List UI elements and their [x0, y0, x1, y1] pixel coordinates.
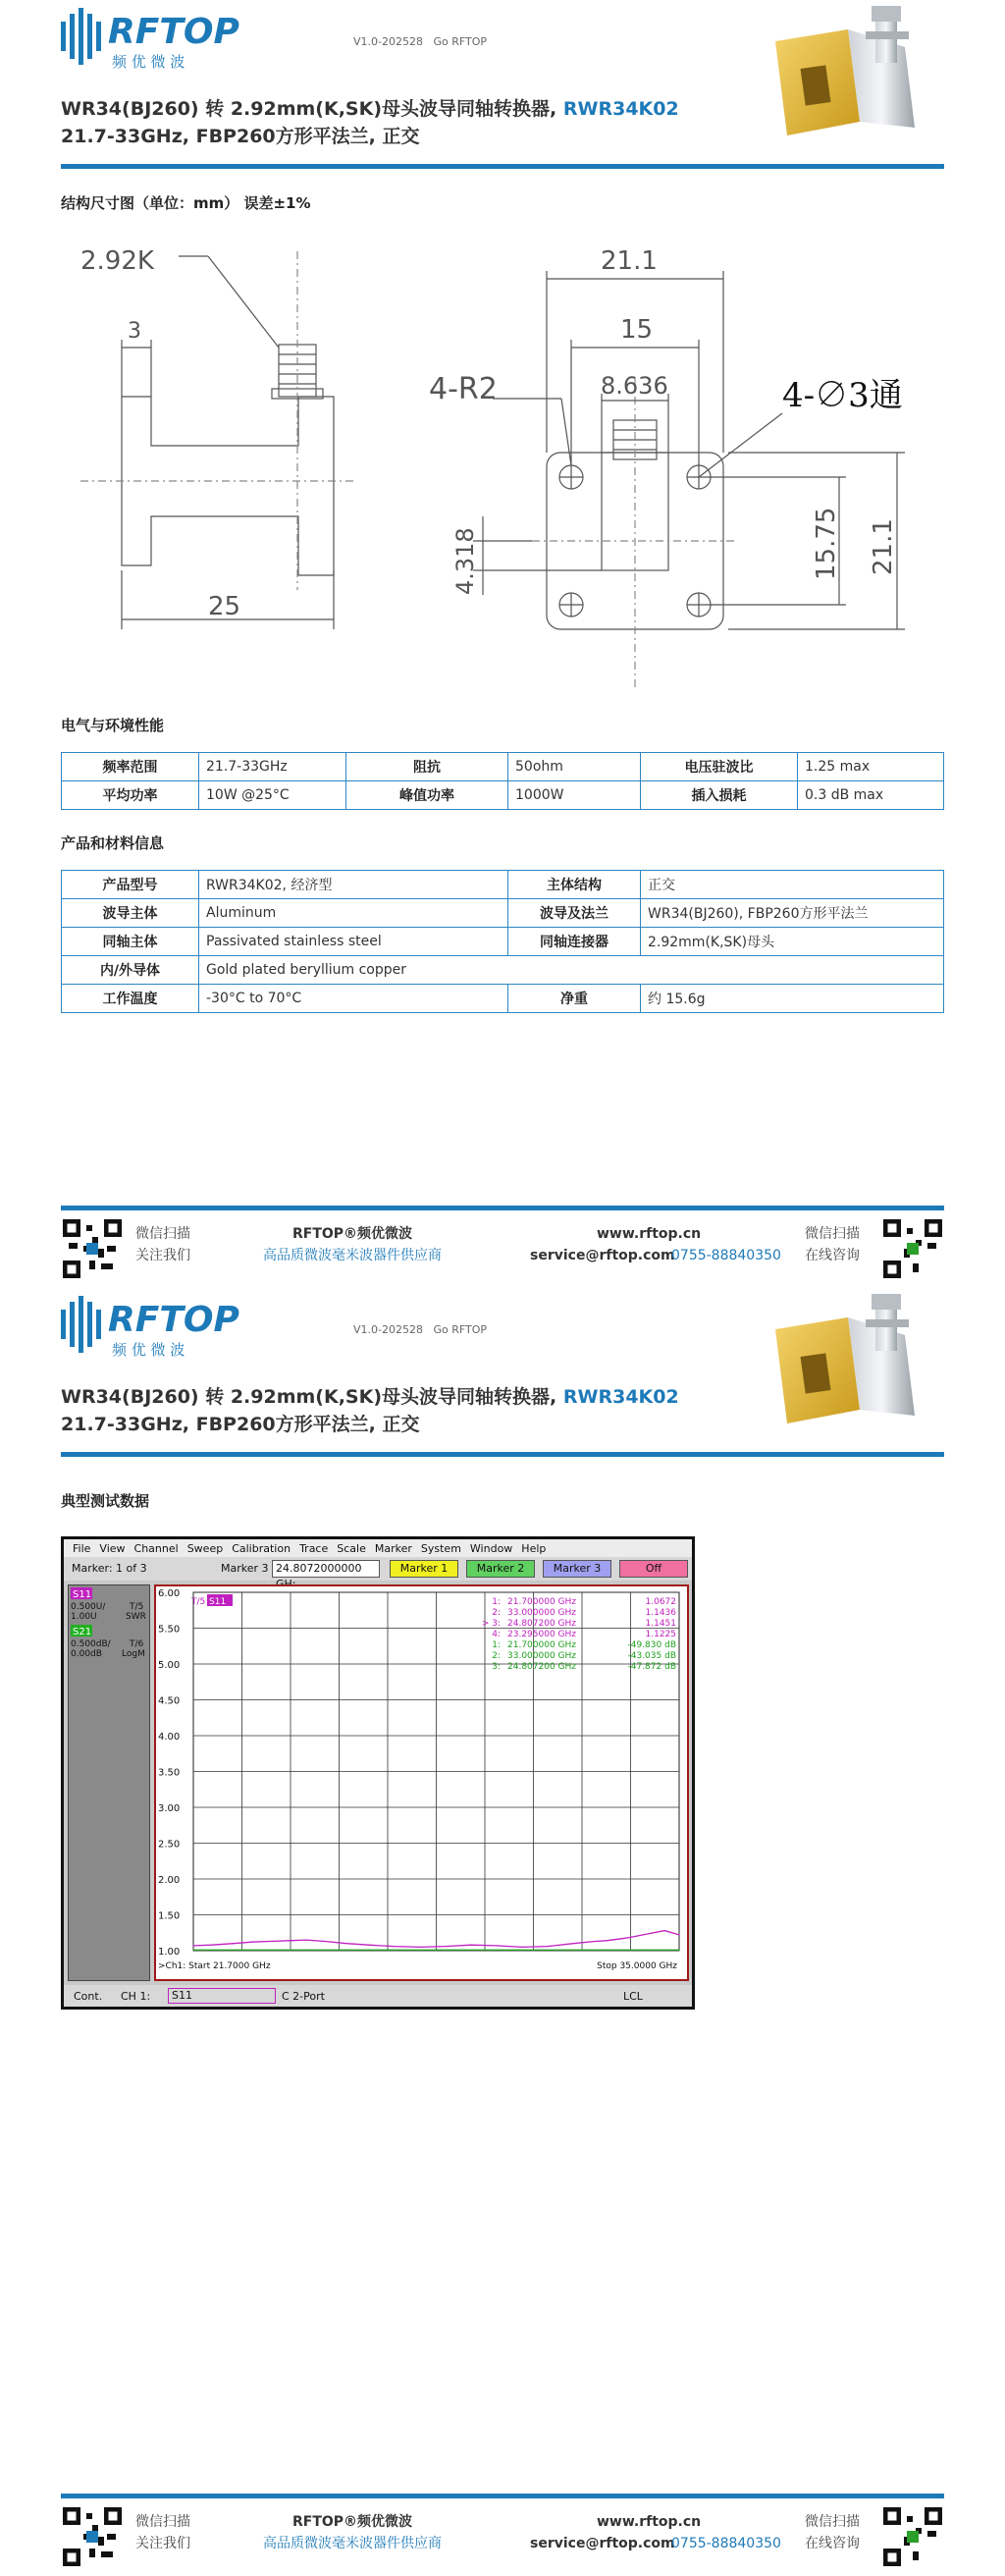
menu-item[interactable]: Scale — [337, 1541, 366, 1555]
data-point — [233, 1943, 234, 1944]
phone-number: 0755-88840350 — [671, 2536, 781, 2551]
vna-toolbar: Marker: 1 of 3 Marker 3 24.8072000000 Marker 1 Marker 2 Marker 3 Off — [64, 1557, 692, 1581]
data-point — [587, 1950, 588, 1951]
svg-text:0.500dB/: 0.500dB/ — [71, 1639, 111, 1649]
stop-freq-label: Stop 35.0000 GHz — [597, 1961, 677, 1971]
rftop-logo — [61, 1294, 296, 1359]
y-tick-label: 4.50 — [158, 1695, 181, 1707]
vna-plot — [154, 1584, 689, 1981]
product-subtitle: 21.7-33GHz, FBP260方形平法兰, 正交 — [61, 1414, 420, 1435]
data-point — [606, 1950, 607, 1951]
phone-number: 0755-88840350 — [671, 1248, 781, 1263]
menu-item[interactable]: Trace — [299, 1541, 329, 1555]
marker-value: -47.872 dB — [627, 1662, 676, 1672]
svg-text:4.318: 4.318 — [451, 527, 479, 595]
marker-num: 1: — [492, 1640, 501, 1650]
data-point — [346, 1943, 347, 1944]
svg-text:8.636: 8.636 — [601, 372, 668, 400]
data-point — [521, 1947, 522, 1948]
brand-link[interactable]: Go RFTOP — [433, 1323, 488, 1336]
data-point — [192, 1950, 193, 1951]
svg-text:频 优 微 波: 频 优 微 波 — [112, 53, 185, 71]
marker-freq: 21.700000 GHz — [507, 1640, 576, 1650]
svg-text:T/5: T/5 — [130, 1602, 144, 1612]
data-point — [211, 1945, 212, 1946]
trace-tag-name: S11 — [209, 1597, 227, 1607]
svg-text:0.500U/: 0.500U/ — [71, 1602, 106, 1612]
email-link[interactable]: service@rftop.com — [530, 2536, 675, 2551]
data-point — [650, 1933, 651, 1934]
svg-text:4-R2: 4-R2 — [429, 372, 498, 406]
sparameter-chart — [156, 1586, 687, 1979]
data-point — [324, 1941, 325, 1942]
marker-num: 4: — [492, 1630, 501, 1639]
section-title-electrical: 电气与环境性能 — [61, 717, 165, 734]
part-number: RWR34K02 — [562, 98, 679, 120]
page-header — [61, 1288, 944, 1457]
marker-num: > 3: — [481, 1619, 501, 1629]
menu-item[interactable]: Window — [469, 1541, 513, 1555]
table-row: 波导主体 Aluminum 波导及法兰 WR34(BJ260), FBP260方形平法兰 — [62, 899, 944, 928]
svg-text:3: 3 — [128, 319, 141, 344]
part-number: RWR34K02 — [562, 1386, 679, 1408]
y-tick-label: 5.00 — [158, 1660, 181, 1671]
data-point — [606, 1940, 607, 1941]
qr-code-icon — [883, 1219, 942, 1278]
section-title-product: 产品和材料信息 — [61, 834, 165, 852]
svg-text:21.1: 21.1 — [869, 518, 898, 575]
brand-link[interactable]: Go RFTOP — [433, 35, 488, 48]
svg-text:15: 15 — [620, 315, 654, 345]
marker-value: -49.830 dB — [627, 1640, 676, 1650]
svg-text:LogM: LogM — [122, 1649, 145, 1659]
rftop-logo — [61, 6, 296, 71]
qr-code-icon — [63, 1219, 122, 1278]
section-title-drawing: 结构尺寸图（单位：mm） 误差±1% — [61, 194, 311, 212]
marker-value: 1.1225 — [645, 1630, 676, 1639]
marker-num: 2: — [492, 1608, 501, 1618]
svg-text:4-∅3通: 4-∅3通 — [782, 376, 903, 415]
product-title: WR34(BJ260) 转 2.92mm(K,SK)母头波导同轴转换器, RWR34K02 — [61, 1386, 679, 1408]
section-title-test: 典型测试数据 — [61, 1492, 150, 1510]
svg-text:T/6: T/6 — [130, 1639, 144, 1649]
svg-text:SWR: SWR — [126, 1612, 146, 1622]
svg-text:15.75: 15.75 — [812, 507, 841, 580]
marker-freq: 33.000000 GHz — [507, 1651, 576, 1661]
data-point — [496, 1945, 497, 1946]
data-point — [306, 1939, 307, 1940]
marker-freq: 24.807200 GHz — [507, 1662, 576, 1672]
menu-item[interactable]: System — [420, 1541, 461, 1555]
header-rule — [61, 164, 944, 169]
menu-item[interactable]: Sweep — [186, 1541, 224, 1555]
data-point — [419, 1947, 420, 1948]
vna-statusbar: Cont. CH 1: S11 C 2-Port LCL — [64, 1985, 692, 2007]
marker-1-button[interactable]: Marker 1 — [390, 1560, 458, 1578]
marker-num: 2: — [492, 1651, 501, 1661]
marker-num: 3: — [492, 1662, 501, 1672]
svg-text:25: 25 — [208, 592, 241, 621]
qr-code-icon — [63, 2507, 122, 2566]
marker-freq: 21.700000 GHz — [507, 1597, 576, 1607]
marker-3-button[interactable]: Marker 3 — [543, 1560, 611, 1578]
data-point — [642, 1950, 643, 1951]
email-link[interactable]: service@rftop.com — [530, 1248, 675, 1263]
y-tick-label: 1.50 — [158, 1910, 181, 1922]
data-point — [627, 1937, 628, 1938]
start-freq-label: >Ch1: Start 21.7000 GHz — [158, 1961, 271, 1971]
y-tick-label: 4.00 — [158, 1732, 181, 1743]
data-point — [394, 1946, 395, 1947]
website-link[interactable]: www.rftop.cn — [597, 2514, 702, 2530]
data-point — [514, 1950, 515, 1951]
version-info: V1.0-202528 Go RFTOP — [353, 1323, 488, 1336]
data-point — [368, 1945, 369, 1946]
svg-text:1.00U: 1.00U — [71, 1612, 97, 1622]
trace-tag-label: T/5 — [191, 1597, 206, 1607]
vna-menubar — [64, 1539, 692, 1557]
marker-value: 1.1451 — [645, 1619, 676, 1629]
table-row: 同轴主体 Passivated stainless steel 同轴连接器 2.92mm(K,SK)母头 — [62, 928, 944, 956]
data-point — [445, 1946, 446, 1947]
qr-code-icon — [883, 2507, 942, 2566]
version-info: V1.0-202528 Go RFTOP — [353, 35, 488, 48]
trace-legend-pane — [68, 1584, 150, 1981]
trace1-name: S11 — [73, 1589, 92, 1600]
y-tick-label: 6.00 — [158, 1588, 181, 1599]
data-point — [470, 1945, 471, 1946]
menu-item[interactable]: Help — [521, 1541, 547, 1555]
y-tick-label: 2.50 — [158, 1839, 181, 1851]
logo-text: RFTOP — [108, 12, 239, 52]
table-row: 频率范围 21.7-33GHz 阻抗 50ohm 电压驻波比 1.25 max — [62, 753, 944, 781]
dimension-drawing — [61, 232, 944, 693]
product-image — [767, 1290, 936, 1437]
marker-num: 1: — [492, 1597, 501, 1607]
product-title: WR34(BJ260) 转 2.92mm(K,SK)母头波导同轴转换器, RWR34K02 — [61, 98, 679, 120]
trace-select[interactable]: S11 — [168, 1988, 276, 2004]
website-link[interactable]: www.rftop.cn — [597, 1226, 702, 1242]
data-point — [572, 1943, 573, 1944]
menu-item[interactable]: View — [99, 1541, 126, 1555]
y-tick-label: 3.50 — [158, 1767, 181, 1779]
marker-value: -43.035 dB — [627, 1651, 676, 1661]
data-point — [192, 1945, 193, 1946]
data-point — [441, 1950, 442, 1951]
table-row: 内/外导体 Gold plated beryllium copper — [62, 956, 944, 985]
svg-text:频 优 微 波: 频 优 微 波 — [112, 1341, 185, 1359]
marker-freq: 24.807200 GHz — [507, 1619, 576, 1629]
data-point — [664, 1930, 665, 1931]
page-header — [61, 0, 944, 169]
menu-item[interactable]: File — [73, 1541, 91, 1555]
data-point — [595, 1941, 596, 1942]
data-point — [678, 1950, 679, 1951]
data-point — [306, 1950, 307, 1951]
table-row: 平均功率 10W @25°C 峰值功率 1000W 插入损耗 0.3 dB max — [62, 781, 944, 810]
table-row: 产品型号 RWR34K02, 经济型 主体结构 正交 — [62, 871, 944, 899]
data-point — [547, 1946, 548, 1947]
data-point — [270, 1941, 271, 1942]
menu-item[interactable]: Channel — [133, 1541, 179, 1555]
product-table — [61, 870, 944, 1013]
menu-item[interactable]: Calibration — [232, 1541, 291, 1555]
svg-text:2.92K: 2.92K — [80, 246, 154, 276]
header-rule — [61, 1452, 944, 1457]
y-tick-label: 1.00 — [158, 1947, 181, 1958]
marker-freq: 23.295000 GHz — [507, 1630, 576, 1639]
svg-text:0.00dB: 0.00dB — [71, 1649, 102, 1659]
marker-value: 1.1436 — [645, 1608, 676, 1618]
svg-text:21.1: 21.1 — [601, 246, 658, 276]
vna-screenshot — [61, 1536, 695, 2010]
data-point — [240, 1950, 241, 1951]
menu-item[interactable]: Marker — [374, 1541, 412, 1555]
marker-freq: 33.000000 GHz — [507, 1608, 576, 1618]
data-point — [678, 1934, 679, 1935]
table-row: 工作温度 -30°C to 70°C 净重 约 15.6g — [62, 985, 944, 1013]
marker-off-button[interactable]: Off — [619, 1560, 688, 1578]
marker-2-button[interactable]: Marker 2 — [466, 1560, 535, 1578]
page-footer: 微信扫描 关注我们 RFTOP®频优微波 高品质微波毫米波器件供应商 www.rftop.cn service@rftop.com 0755-88840350 微信扫描 在线咨询 — [61, 2494, 944, 2574]
y-tick-label: 3.00 — [158, 1803, 181, 1814]
data-point — [251, 1942, 252, 1943]
logo-text: RFTOP — [108, 1300, 239, 1340]
y-tick-label: 5.50 — [158, 1624, 181, 1636]
data-point — [288, 1940, 289, 1941]
data-point — [368, 1950, 369, 1951]
product-image — [767, 2, 936, 149]
y-tick-label: 2.00 — [158, 1875, 181, 1886]
page-footer: 微信扫描 关注我们 RFTOP®频优微波 高品质微波毫米波器件供应商 www.rftop.cn service@rftop.com 0755-88840350 微信扫描 在线咨询 — [61, 1206, 944, 1286]
marker-value: 1.0672 — [645, 1597, 676, 1607]
electrical-table — [61, 752, 944, 810]
marker-freq-input[interactable]: 24.8072000000 — [272, 1560, 380, 1578]
trace2-name: S21 — [73, 1627, 92, 1637]
product-subtitle: 21.7-33GHz, FBP260方形平法兰, 正交 — [61, 126, 420, 147]
